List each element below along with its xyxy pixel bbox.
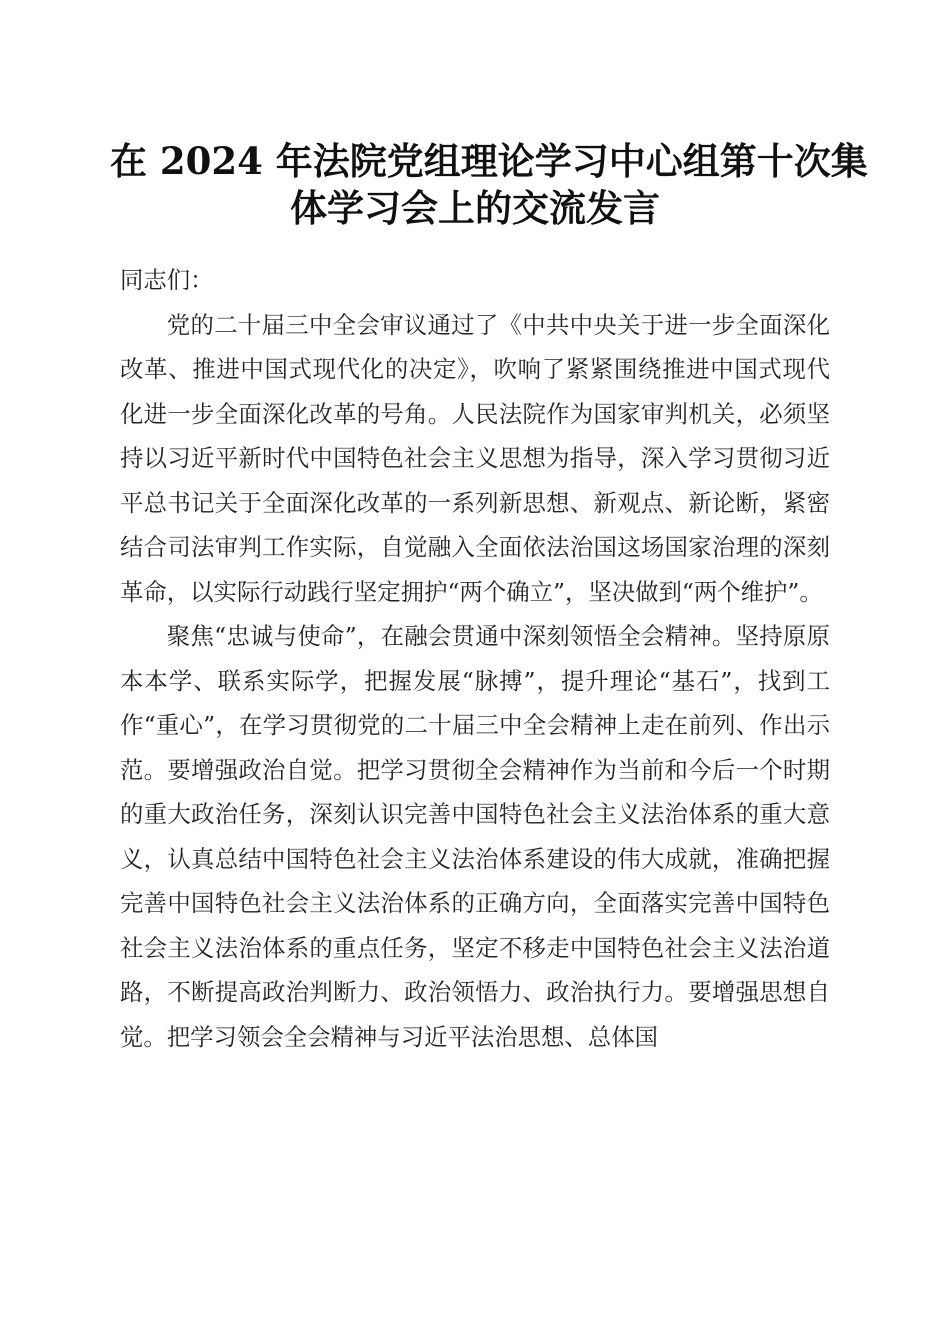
document-title [110, 138, 868, 232]
salutation: 同志们： [120, 266, 214, 294]
paragraph-2: 聚焦“忠诚与使命”，在融会贯通中深刻领悟全会精神。坚持原原本本学、联系实际学，把握发展“脉搏”，提升理论“基石”，找到工作“重心”，在学习贯彻党的二十届三中全会精神上走在前列、作出示范。要增强政治自觉。把学习贯彻全会精神作为当前和今后一个时期的重大政治任务，深刻认识完善中国特色社会主义法治体系的重大意义，认真总结中国特色社会主义法治体系建设的伟大成就，准确把握完善中国特色社会主义法治体系的正确方向，全面落实完善中国特色社会主义法治体系的重点任务，坚定不移走中国特色社会主义法治道路，不断提高政治判断力、政治领悟力、政治执行力。要增强思想自觉。把学习领会全会精神与习近平法治思想、总体国 [120, 622, 830, 1051]
paragraph-1: 党的二十届三中全会审议通过了《中共中央关于进一步全面深化改革、推进中国式现代化的决定》，吹响了紧紧围绕推进中国式现代化进一步全面深化改革的号角。人民法院作为国家审判机关，必须坚持以习近平新时代中国特色社会主义思想为指导，深入学习贯彻习近平总书记关于全面深化改革的一系列新思想、新观点、新论断，紧密结合司法审判工作实际，自觉融入全面依法治国这场国家治理的深刻革命，以实际行动践行坚定拥护“两个确立”，坚决做到“两个维护”。 [120, 310, 830, 606]
document-body [120, 258, 830, 1059]
title-line-1: 在 2024 年法院党组理论学习中心组第十次集 [110, 139, 868, 183]
title-line-2: 体学习会上的交流发言 [290, 186, 660, 230]
